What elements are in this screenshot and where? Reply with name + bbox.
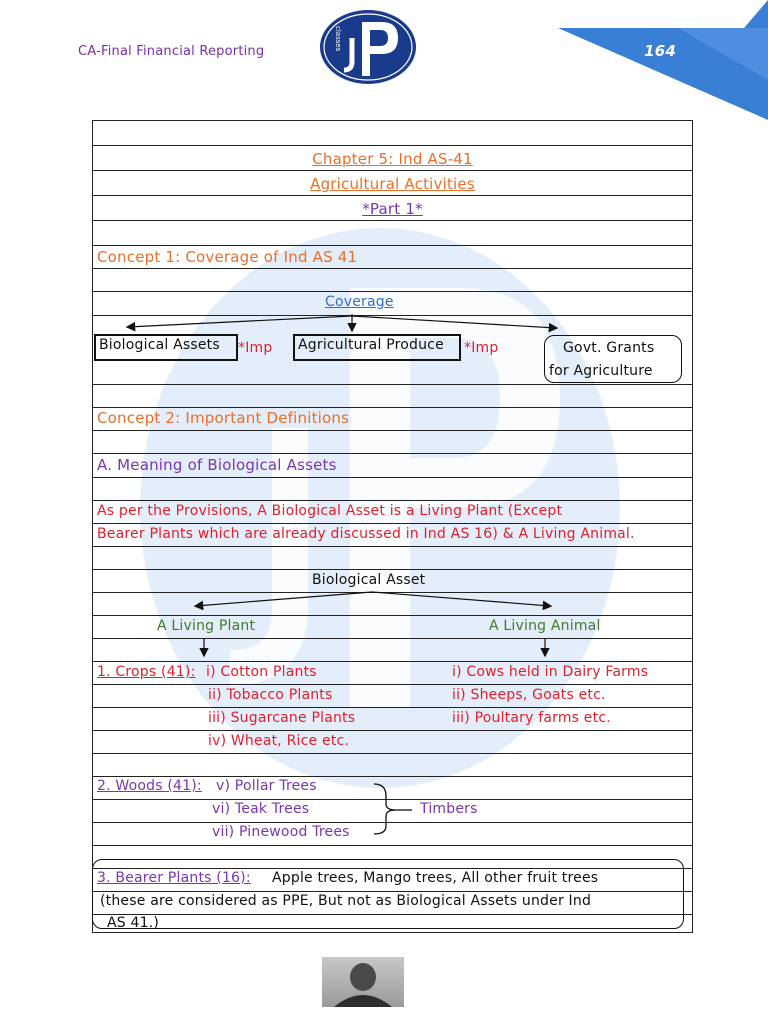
subject-header: CA-Final Financial Reporting — [78, 44, 265, 59]
rule-line — [92, 707, 693, 708]
govt-grants-label-2: for Agriculture — [549, 363, 653, 379]
rule-line — [92, 845, 693, 846]
crops-label — [97, 664, 195, 680]
concept1-heading: Concept 1: Coverage of Ind AS 41 — [97, 248, 358, 266]
animal-item: ii) Sheeps, Goats etc. — [452, 687, 606, 703]
agricultural-produce-box — [293, 334, 461, 361]
bearer-heading: 3. Bearer Plants (16): — [97, 870, 251, 886]
chapter-title: Chapter 5: Ind AS-41 — [312, 150, 473, 168]
rule-line — [92, 822, 693, 823]
rule-line — [92, 799, 693, 800]
chapter-subtitle: Agricultural Activities — [310, 175, 475, 193]
rule-line — [92, 592, 693, 593]
rule-line — [92, 291, 693, 292]
rule-line — [92, 407, 693, 408]
page-corner-banner — [558, 0, 768, 120]
living-plant-label: A Living Plant — [157, 618, 256, 634]
meaning-heading: A. Meaning of Biological Assets — [97, 456, 337, 474]
rule-line — [92, 195, 693, 196]
rule-line — [92, 615, 693, 616]
biological-assets-imp: *Imp — [238, 340, 273, 356]
pj-logo — [318, 8, 418, 86]
wood-item: vi) Teak Trees — [212, 801, 310, 817]
rule-line — [92, 730, 693, 731]
provision-line-2: Bearer Plants which are already discussed in Ind AS 16) & A Living Animal. — [97, 526, 635, 542]
rule-line — [92, 546, 693, 547]
wood-item: v) Pollar Trees — [216, 778, 317, 794]
concept2-heading: Concept 2: Important Definitions — [97, 409, 350, 427]
rule-line — [92, 638, 693, 639]
part-label: *Part 1* — [362, 200, 423, 218]
rule-line — [92, 661, 693, 662]
rule-line — [92, 453, 693, 454]
rule-line — [92, 315, 693, 316]
rule-line — [92, 268, 693, 269]
agricultural-produce-imp: *Imp — [464, 340, 499, 356]
rule-line — [92, 776, 693, 777]
crop-item: i) Cotton Plants — [206, 664, 317, 680]
biological-assets-label: Biological Assets — [99, 337, 220, 353]
page-number: 164 — [644, 42, 676, 60]
crop-item: iv) Wheat, Rice etc. — [208, 733, 350, 749]
wood-item: vii) Pinewood Trees — [212, 824, 350, 840]
timbers-label: Timbers — [420, 801, 478, 817]
tree-root-label: Biological Asset — [312, 572, 426, 588]
person-silhouette-icon — [322, 957, 404, 1007]
crop-item: ii) Tobacco Plants — [208, 687, 333, 703]
animal-item: i) Cows held in Dairy Farms — [452, 664, 649, 680]
bearer-note-1: (these are considered as PPE, But not as Biological Assets under Ind — [100, 893, 592, 909]
rule-line — [92, 430, 693, 431]
provision-line-1: As per the Provisions, A Biological Asset is a Living Plant (Except — [97, 503, 563, 519]
rule-line — [92, 477, 693, 478]
agricultural-produce-label: Agricultural Produce — [298, 337, 444, 353]
biological-assets-box — [94, 334, 238, 361]
woods-heading: 2. Woods (41): — [97, 778, 202, 794]
rule-line — [92, 684, 693, 685]
rule-line — [92, 523, 693, 524]
bearer-examples: Apple trees, Mango trees, All other fruit trees — [272, 870, 599, 886]
rule-line — [92, 569, 693, 570]
logo-text: classes — [334, 26, 342, 52]
govt-grants-label: Govt. Grants — [563, 340, 655, 356]
crop-item: iii) Sugarcane Plants — [208, 710, 356, 726]
animal-item: iii) Poultary farms etc. — [452, 710, 611, 726]
rule-line — [92, 384, 693, 385]
rule-line — [92, 500, 693, 501]
coverage-label: Coverage — [325, 294, 394, 310]
rule-line — [92, 245, 693, 246]
bearer-note-2: AS 41.) — [107, 915, 160, 931]
crops-heading: 1. Crops (41): — [97, 664, 196, 680]
living-animal-label: A Living Animal — [489, 618, 601, 634]
rule-line — [92, 753, 693, 754]
author-photo — [322, 957, 404, 1007]
rule-line — [92, 220, 693, 221]
rule-line — [92, 145, 693, 146]
rule-line — [92, 170, 693, 171]
